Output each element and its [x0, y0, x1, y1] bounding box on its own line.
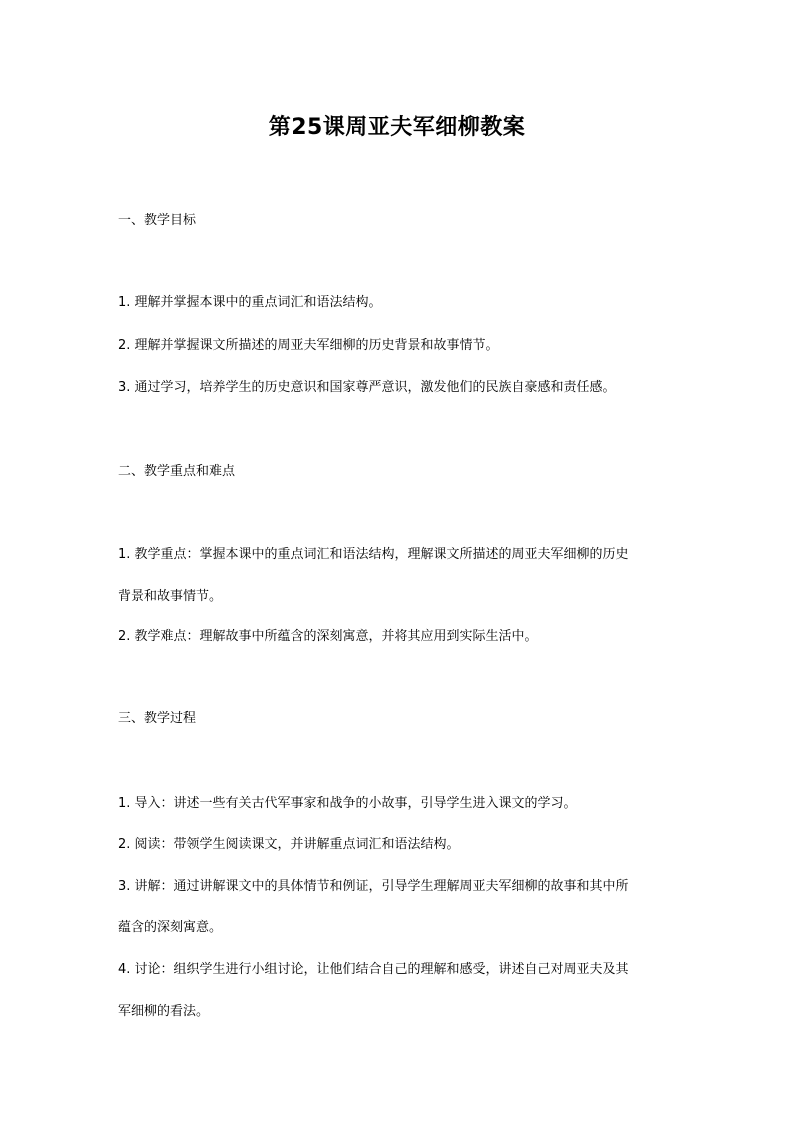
objective-item-3: 3. 通过学习，培养学生的历史意识和国家尊严意识，激发他们的民族自豪感和责任感。	[118, 380, 616, 395]
objective-item-2: 2. 理解并掌握课文所描述的周亚夫军细柳的历史背景和故事情节。	[118, 338, 499, 353]
key-point-item-1-continued: 背景和故事情节。	[118, 589, 223, 604]
key-point-item-2: 2. 教学难点：理解故事中所蕴含的深刻寓意，并将其应用到实际生活中。	[118, 629, 538, 644]
process-item-4: 4. 讨论：组织学生进行小组讨论，让他们结合自己的理解和感受，讲述自己对周亚夫及其	[118, 962, 629, 977]
process-item-3-continued: 蕴含的深刻寓意。	[118, 920, 223, 935]
key-point-item-1: 1. 教学重点：掌握本课中的重点词汇和语法结构，理解课文所描述的周亚夫军细柳的历史	[118, 547, 629, 562]
process-item-2: 2. 阅读：带领学生阅读课文，并讲解重点词汇和语法结构。	[118, 837, 460, 852]
objective-item-1: 1. 理解并掌握本课中的重点词汇和语法结构。	[118, 295, 382, 310]
process-item-3: 3. 讲解：通过讲解课文中的具体情节和例证，引导学生理解周亚夫军细柳的故事和其中所	[118, 879, 629, 894]
section-heading-objectives: 一、教学目标	[118, 213, 197, 228]
document-title: 第25课周亚夫军细柳教案	[268, 115, 526, 140]
section-heading-process: 三、教学过程	[118, 711, 197, 726]
process-item-4-continued: 军细柳的看法。	[118, 1004, 210, 1019]
process-item-1: 1. 导入：讲述一些有关古代军事家和战争的小故事，引导学生进入课文的学习。	[118, 796, 577, 811]
section-heading-key-points: 二、教学重点和难点	[118, 464, 236, 479]
